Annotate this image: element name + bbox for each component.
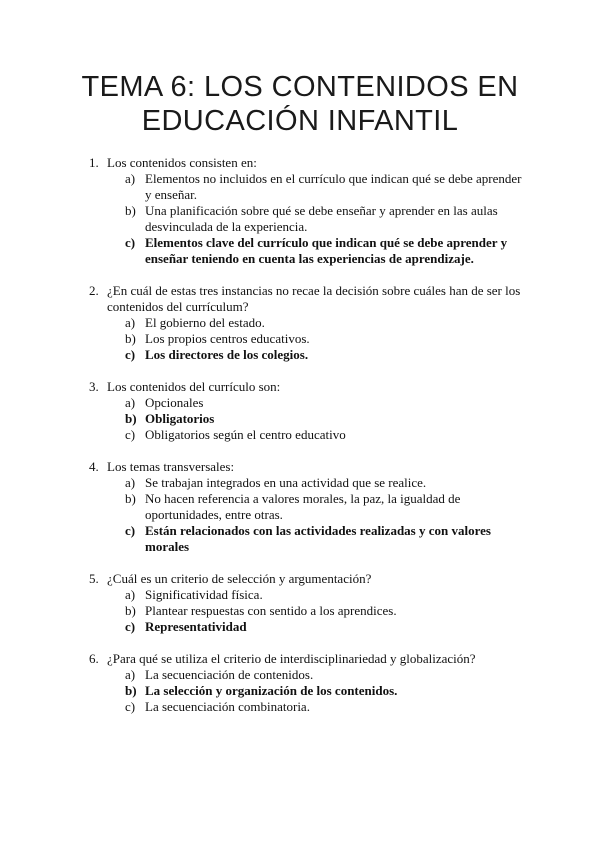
correct-answer-option <box>0 411 600 427</box>
option-text: No hacen referencia a valores morales, la paz, la igualdad de oportunidades, entre otras. <box>145 491 461 522</box>
question-number: 6. <box>89 651 99 666</box>
question-number: 3. <box>89 379 99 394</box>
option-text: Representatividad <box>145 619 247 634</box>
question-text <box>0 155 600 171</box>
option-letter: b) <box>125 491 136 506</box>
question-item <box>0 283 600 363</box>
option-letter: c) <box>125 619 136 634</box>
question-label: Los contenidos del currículo son: <box>107 379 281 394</box>
answer-option <box>0 171 600 203</box>
option-letter: c) <box>125 235 136 250</box>
option-text: Se trabajan integrados en una actividad que se realice. <box>145 475 427 490</box>
option-text: Plantear respuestas con sentido a los aprendices. <box>145 603 397 618</box>
option-list <box>0 587 600 635</box>
option-letter: a) <box>125 395 136 410</box>
question-list <box>0 155 600 731</box>
question-text <box>0 379 600 395</box>
option-list <box>0 171 600 267</box>
question-label: Los temas transversales: <box>107 459 235 474</box>
answer-option <box>0 667 600 683</box>
title-line-2: EDUCACIÓN INFANTIL <box>141 105 459 137</box>
question-text <box>0 571 600 587</box>
option-letter: b) <box>125 603 136 618</box>
option-letter: a) <box>125 315 136 330</box>
answer-option <box>0 395 600 411</box>
option-list <box>0 395 600 443</box>
option-text: Obligatorios según el centro educativo <box>145 427 346 442</box>
question-item <box>0 379 600 443</box>
option-letter: b) <box>125 411 137 426</box>
question-label: ¿En cuál de estas tres instancias no recae la decisión sobre cuáles han de ser los contenidos del currículum? <box>107 283 521 314</box>
correct-answer-option <box>0 235 600 267</box>
question-text <box>0 651 600 667</box>
question-text <box>0 459 600 475</box>
page-title <box>0 0 600 138</box>
option-letter: c) <box>125 427 136 442</box>
option-text: El gobierno del estado. <box>145 315 265 330</box>
answer-option <box>0 331 600 347</box>
question-number: 5. <box>89 571 99 586</box>
option-letter: a) <box>125 587 136 602</box>
question-label: ¿Para qué se utiliza el criterio de interdisciplinariedad y globalización? <box>107 651 476 666</box>
correct-answer-option <box>0 523 600 555</box>
correct-answer-option <box>0 619 600 635</box>
option-list <box>0 475 600 555</box>
correct-answer-option <box>0 683 600 699</box>
question-text <box>0 283 600 315</box>
correct-answer-option <box>0 347 600 363</box>
answer-option <box>0 603 600 619</box>
option-letter: a) <box>125 667 136 682</box>
option-letter: c) <box>125 347 136 362</box>
answer-option <box>0 475 600 491</box>
option-text: Elementos clave del currículo que indican qué se debe aprender y enseñar teniendo en cuenta las experiencias de aprendizaje. <box>145 235 508 266</box>
answer-option <box>0 427 600 443</box>
option-text: Significatividad física. <box>145 587 263 602</box>
option-text: Están relacionados con las actividades realizadas y con valores morales <box>145 523 491 554</box>
option-letter: c) <box>125 699 136 714</box>
option-letter: b) <box>125 683 137 698</box>
answer-option <box>0 491 600 523</box>
answer-option <box>0 203 600 235</box>
option-text: Obligatorios <box>145 411 215 426</box>
option-letter: a) <box>125 475 136 490</box>
question-item <box>0 651 600 715</box>
title-line-1: TEMA 6: LOS CONTENIDOS EN <box>81 71 519 103</box>
option-text: Los directores de los colegios. <box>145 347 309 362</box>
question-item <box>0 155 600 267</box>
option-text: Opcionales <box>145 395 204 410</box>
option-text: Una planificación sobre qué se debe enseñar y aprender en las aulas desvinculada de la experiencia. <box>145 203 498 234</box>
option-text: La secuenciación de contenidos. <box>145 667 314 682</box>
question-label: ¿Cuál es un criterio de selección y argumentación? <box>107 571 372 586</box>
option-letter: b) <box>125 331 136 346</box>
option-text: Los propios centros educativos. <box>145 331 310 346</box>
answer-option <box>0 315 600 331</box>
option-list <box>0 315 600 363</box>
option-letter: c) <box>125 523 136 538</box>
answer-option <box>0 699 600 715</box>
option-list <box>0 667 600 715</box>
question-number: 2. <box>89 283 99 298</box>
question-number: 4. <box>89 459 99 474</box>
question-label: Los contenidos consisten en: <box>107 155 257 170</box>
option-text: La selección y organización de los contenidos. <box>145 683 398 698</box>
question-item <box>0 571 600 635</box>
question-item <box>0 459 600 555</box>
option-letter: a) <box>125 171 136 186</box>
option-letter: b) <box>125 203 136 218</box>
answer-option <box>0 587 600 603</box>
option-text: La secuenciación combinatoria. <box>145 699 310 714</box>
question-number: 1. <box>89 155 99 170</box>
option-text: Elementos no incluidos en el currículo que indican qué se debe aprender y enseñar. <box>145 171 522 202</box>
